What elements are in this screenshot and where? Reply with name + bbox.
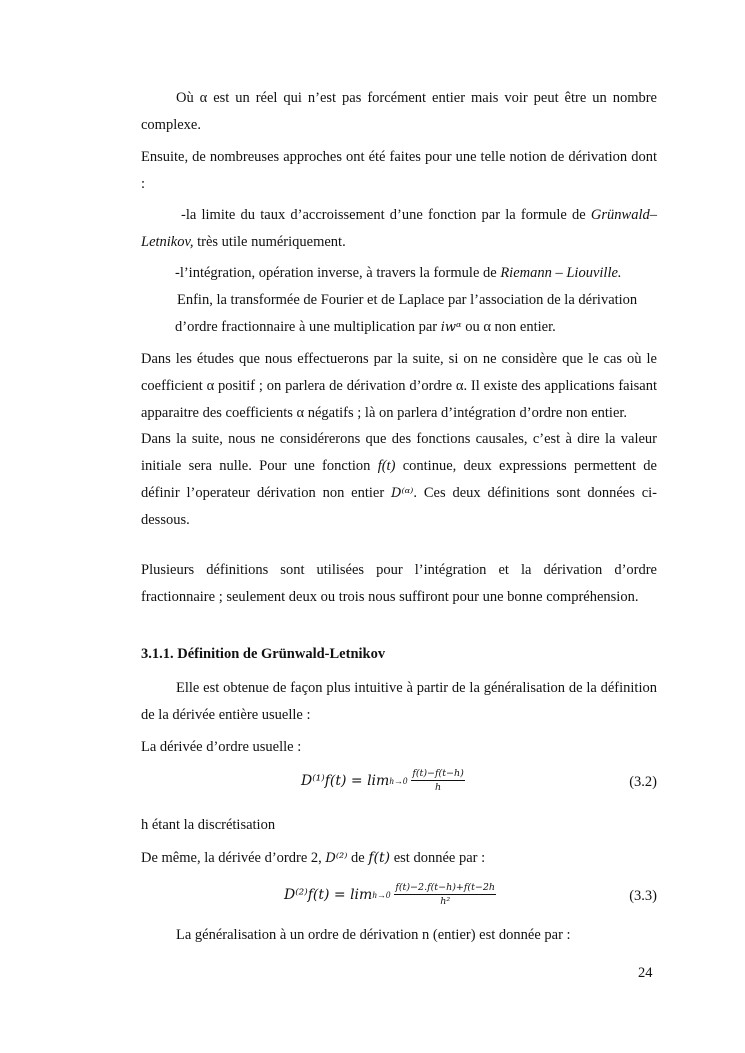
heading-text: 3.1.1. Définition de Grünwald-Letnikov bbox=[141, 646, 386, 662]
text: très utile numériquement. bbox=[193, 234, 346, 250]
text: Plusieurs définitions sont utilisées pour l’intégration et la dérivation d’ordre fractionnaire ; seulement deux ou trois nous suffiront pour une bonne compréhension. bbox=[141, 562, 657, 605]
paragraph-definitions bbox=[141, 557, 657, 611]
equation-number: (3.2) bbox=[629, 774, 657, 790]
paragraph-fourier bbox=[175, 287, 657, 341]
text: est donnée par : bbox=[390, 850, 486, 866]
eq-numerator: f(t)−f(t−h) bbox=[412, 768, 464, 779]
text: d’ordre fractionnaire à une multiplication par bbox=[175, 319, 441, 335]
paragraph-generalisation bbox=[141, 922, 657, 949]
page-number: 24 bbox=[638, 965, 653, 981]
text: de bbox=[347, 850, 369, 866]
text: De même, la dérivée d’ordre 2, bbox=[141, 850, 326, 866]
paragraph-riemann-bullet bbox=[175, 260, 657, 287]
paragraph-usual-derivative bbox=[141, 734, 657, 761]
text: Dans la suite, nous ne considérerons que des fonctions causales, c’est à dire la valeur initiale sera nulle. Pour une fonction bbox=[141, 431, 657, 474]
paragraph-alpha-definition bbox=[141, 85, 657, 139]
eq-numerator: f(t)−2.f(t−h)+f(t−2h bbox=[395, 882, 496, 893]
section-heading bbox=[141, 641, 657, 668]
text: Ensuite, de nombreuses approches ont été faites pour une telle notion de dérivation dont : bbox=[141, 149, 657, 192]
eq-limit-subscript: h→0 bbox=[372, 889, 391, 900]
iw-alpha-math: iwᵅ bbox=[440, 320, 462, 335]
ft-math: f(t) bbox=[368, 850, 391, 866]
paragraph-approaches bbox=[141, 144, 657, 198]
text: La généralisation à un ordre de dérivation n (entier) est donnée par : bbox=[176, 927, 571, 943]
riemann-name: Riemann – Liouville. bbox=[500, 265, 622, 281]
d2-math: D⁽²⁾ bbox=[325, 851, 348, 866]
paragraph-second-order bbox=[141, 845, 657, 872]
eq-denominator: h bbox=[435, 782, 442, 793]
text: Où α est un réel qui n’est pas forcément entier mais voir peut être un nombre complexe. bbox=[141, 90, 657, 133]
paragraph-causal bbox=[141, 426, 657, 534]
equation-number: (3.3) bbox=[629, 888, 657, 904]
eq-fraction bbox=[394, 882, 496, 907]
paragraph-intuitive bbox=[141, 675, 657, 729]
d-alpha-math: D⁽ᵅ⁾ bbox=[391, 486, 414, 501]
eq-denominator: h² bbox=[440, 896, 451, 907]
text: h étant la discrétisation bbox=[141, 817, 276, 833]
text: -la limite du taux d’accroissement d’une fonction par la formule de bbox=[181, 207, 591, 223]
text: Dans les études que nous effectuerons par la suite, si on ne considère que le cas où le coefficient α positif ; on parlera de dérivation d’ordre α. Il existe des applications faisant apparaitre des coefficients α négatifs ; là on parlera d’intégration d’ordre non entier. bbox=[141, 351, 657, 421]
text: Elle est obtenue de façon plus intuitive à partir de la généralisation de la définition de la dérivée entière usuelle : bbox=[141, 680, 657, 723]
eq-lhs: D⁽²⁾f(t) = lim bbox=[284, 886, 373, 903]
paragraph-discretisation bbox=[141, 812, 657, 839]
ft-italic: f(t) bbox=[377, 458, 396, 474]
text: Enfin, la transformée de Fourier et de Laplace par l’association de la dérivation bbox=[177, 292, 638, 308]
text: . Ces deux définitions sont données ci-dessous. bbox=[141, 485, 658, 528]
eq-fraction bbox=[411, 768, 465, 793]
text: ou α non entier. bbox=[461, 319, 556, 335]
text: -l’intégration, opération inverse, à travers la formule de bbox=[175, 265, 501, 281]
equation-3-3 bbox=[141, 880, 657, 920]
eq-lhs: D⁽¹⁾f(t) = lim bbox=[301, 772, 390, 789]
eq-limit-subscript: h→0 bbox=[389, 775, 408, 786]
paragraph-grunwald-bullet bbox=[141, 202, 657, 256]
equation-3-2 bbox=[141, 766, 657, 806]
paragraph-studies bbox=[141, 346, 657, 427]
text: continue, deux expressions permettent de définir l’operateur dérivation non entier bbox=[141, 458, 657, 501]
grunwald-name: Grünwald–Letnikov, bbox=[141, 207, 657, 250]
text: La dérivée d’ordre usuelle : bbox=[141, 739, 302, 755]
